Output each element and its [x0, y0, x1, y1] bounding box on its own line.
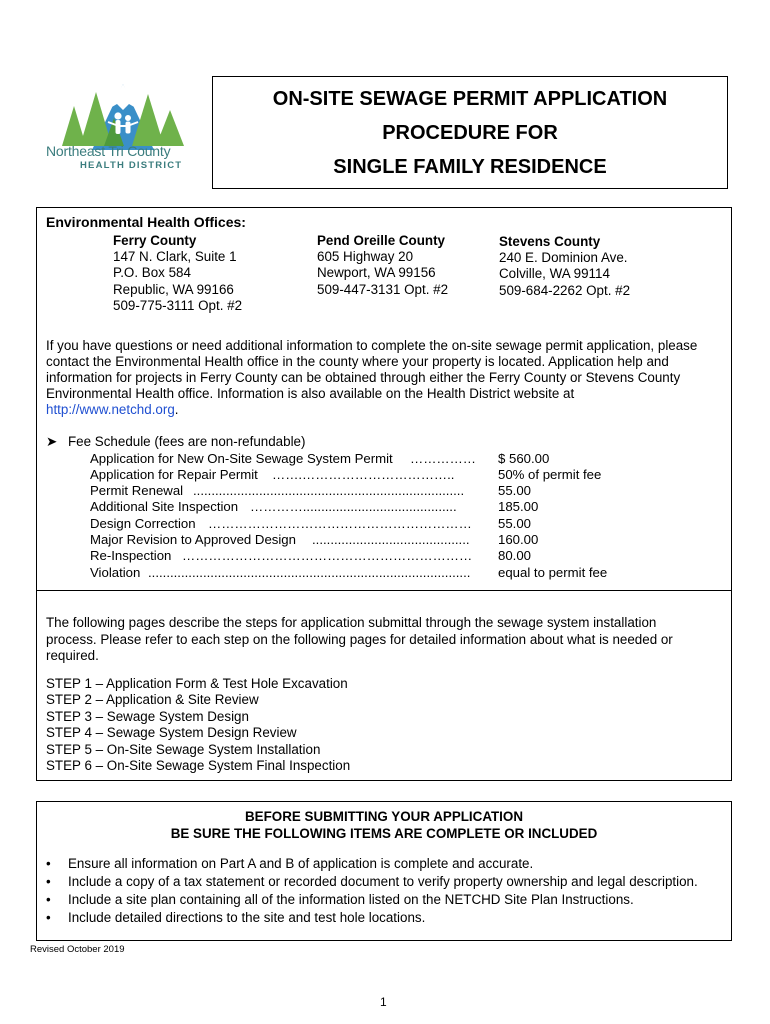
fee-arrow-icon: ➤ [46, 434, 58, 449]
fee-leader: …………………………………………………… [208, 516, 472, 531]
steps-intro-line-1: The following pages describe the steps for application submittal through the sewage system installation [46, 615, 657, 630]
checklist-item: Ensure all information on Part A and B of application is complete and accurate. [68, 856, 534, 871]
pend-phone: 509-447-3131 Opt. #2 [317, 282, 449, 297]
ferry-address-2: P.O. Box 584 [113, 265, 191, 280]
offices-heading: Environmental Health Offices: [46, 214, 246, 230]
ferry-county-name: Ferry County [113, 233, 197, 248]
step-item: STEP 5 – On-Site Sewage System Installation [46, 742, 321, 757]
stevens-address-2: Colville, WA 99114 [499, 266, 610, 281]
fee-row [90, 516, 630, 532]
info-line-2: contact the Environmental Health office in the county where your property is located. Application help and [46, 354, 669, 369]
page-title-line-3: SINGLE FAMILY RESIDENCE [333, 155, 607, 178]
fee-leader: ........................................................................................ [148, 565, 471, 580]
logo-subtitle: HEALTH DISTRICT [80, 160, 183, 171]
fee-row [90, 467, 630, 483]
ferry-phone: 509-775-3111 Opt. #2 [113, 298, 243, 313]
step-item: STEP 1 – Application Form & Test Hole Excavation [46, 676, 348, 691]
fee-label: Permit Renewal [90, 483, 184, 498]
bullet-icon: • [46, 910, 51, 925]
fee-leader: ………….......................................... [250, 499, 457, 514]
pend-address-1: 605 Highway 20 [317, 249, 414, 264]
step-item: STEP 2 – Application & Site Review [46, 692, 259, 707]
steps-intro-line-2: process. Please refer to each step on the following pages for detailed information about what is needed or [46, 632, 673, 647]
ferry-address-1: 147 N. Clark, Suite 1 [113, 249, 237, 264]
fee-value: 185.00 [498, 499, 539, 514]
page-number: 1 [380, 995, 387, 1009]
fee-value: 55.00 [498, 483, 532, 498]
fee-row [90, 483, 630, 499]
fee-value: 160.00 [498, 532, 539, 547]
step-item: STEP 6 – On-Site Sewage System Final Inspection [46, 758, 351, 773]
info-line-1: If you have questions or need additional information to complete the on-site sewage permit application, please [46, 338, 698, 353]
checklist-heading-2: BE SURE THE FOLLOWING ITEMS ARE COMPLETE OR INCLUDED [170, 826, 598, 841]
step-item: STEP 3 – Sewage System Design [46, 709, 249, 724]
checklist-heading-1: BEFORE SUBMITTING YOUR APPLICATION [245, 809, 523, 824]
checklist-item: Include a site plan containing all of the information listed on the NETCHD Site Plan Instructions. [68, 892, 634, 907]
page-title-line-2: PROCEDURE FOR [382, 121, 558, 144]
checklist-item: Include detailed directions to the site and test hole locations. [68, 910, 426, 925]
steps-intro-line-3: required. [46, 648, 99, 663]
info-line-4: Environmental Health office. Information is also available on the Health District website at [46, 386, 575, 401]
link-suffix: . [174, 402, 179, 417]
ferry-address-3: Republic, WA 99166 [113, 282, 234, 297]
fee-label: Application for Repair Permit [90, 467, 258, 482]
fee-value: $ 560.00 [498, 451, 550, 466]
revised-date: Revised October 2019 [30, 944, 125, 955]
fee-label: Application for New On-Site Sewage System Permit [90, 451, 393, 466]
page-title-box [212, 76, 728, 189]
step-item: STEP 4 – Sewage System Design Review [46, 725, 297, 740]
fee-label: Design Correction [90, 516, 196, 531]
fee-label: Major Revision to Approved Design [90, 532, 296, 547]
fee-row [90, 565, 630, 581]
bullet-icon: • [46, 856, 51, 871]
stevens-county-name: Stevens County [499, 234, 601, 249]
fee-value: equal to permit fee [498, 565, 608, 580]
fee-label: Additional Site Inspection [90, 499, 239, 514]
info-line-3: information for projects in Ferry County can be obtained through either the Ferry County or Stevens County [46, 370, 681, 385]
fee-value: 50% of permit fee [498, 467, 602, 482]
fee-leader: ………………………………………………………… [182, 548, 473, 563]
pend-oreille-county-name: Pend Oreille County [317, 233, 445, 248]
fee-leader: .......................................................................... [193, 483, 465, 498]
checklist-item: Include a copy of a tax statement or recorded document to verify property ownership and legal description. [68, 874, 698, 889]
fee-row [90, 451, 630, 467]
pend-address-2: Newport, WA 99156 [317, 265, 436, 280]
stevens-phone: 509-684-2262 Opt. #2 [499, 283, 631, 298]
fee-leader: …………… [410, 451, 476, 466]
fee-leader: ........................................... [312, 532, 470, 547]
bullet-icon: • [46, 892, 51, 907]
fee-row [90, 548, 630, 564]
fee-value: 80.00 [498, 548, 532, 563]
website-link[interactable]: http://www.netchd.org [46, 402, 175, 417]
page-title-line-1: ON-SITE SEWAGE PERMIT APPLICATION [272, 87, 668, 110]
fee-row [90, 499, 630, 515]
fee-label: Violation [90, 565, 141, 580]
fee-row [90, 532, 630, 548]
fee-value: 55.00 [498, 516, 532, 531]
fee-leader: …….…………………………….. [272, 467, 455, 482]
fee-label: Re-Inspection [90, 548, 172, 563]
fee-heading: Fee Schedule (fees are non-refundable) [68, 434, 306, 449]
logo-name: Northeast Tri County [46, 143, 171, 159]
bullet-icon: • [46, 874, 51, 889]
stevens-address-1: 240 E. Dominion Ave. [499, 250, 628, 265]
